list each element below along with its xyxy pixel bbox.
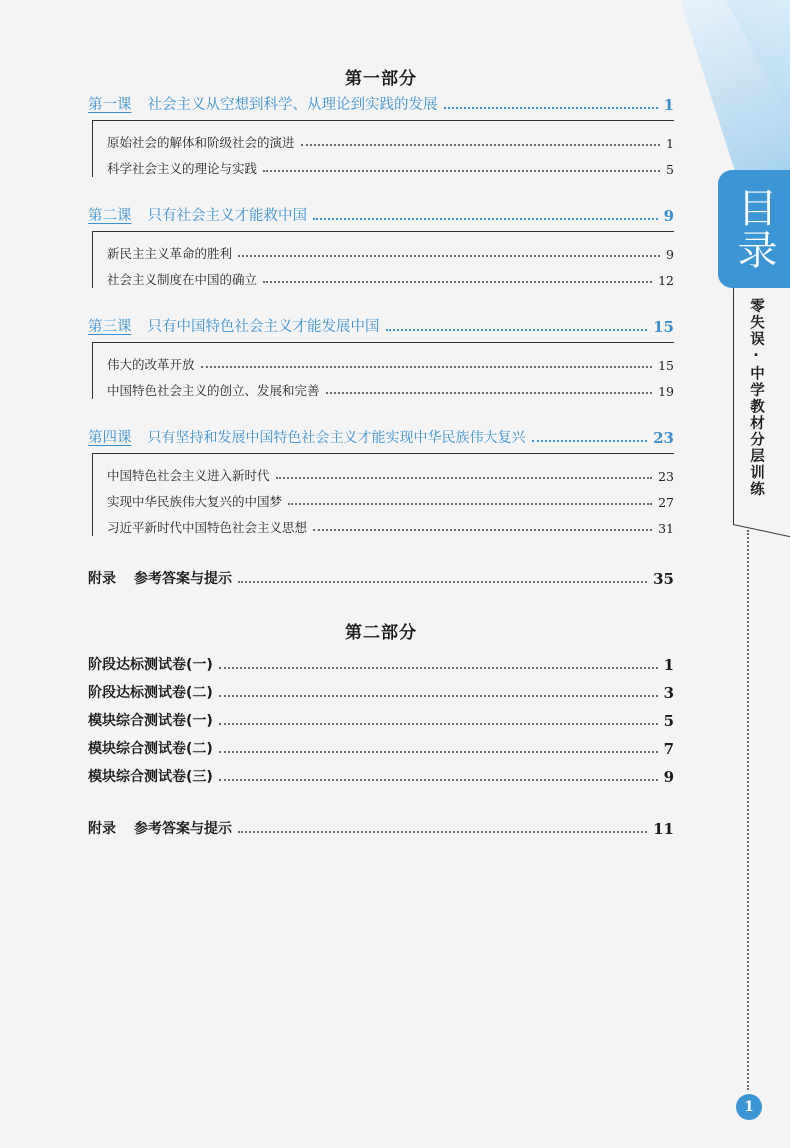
subsection-title: 社会主义制度在中国的确立 — [107, 272, 258, 287]
dot-leader — [238, 255, 660, 257]
subsection-page: 12 — [658, 273, 674, 288]
subsection-item[interactable] — [107, 151, 674, 177]
dot-leader — [313, 218, 658, 220]
side-dotted-line — [747, 530, 749, 1090]
test-row[interactable] — [88, 674, 674, 702]
dot-leader — [276, 477, 653, 479]
subsection-page: 9 — [666, 247, 674, 262]
subsection-title: 新民主主义革命的胜利 — [107, 246, 233, 261]
part1-title: 第一部分 — [345, 69, 417, 89]
dot-leader — [288, 503, 652, 505]
subsection-title: 原始社会的解体和阶级社会的演进 — [107, 135, 295, 150]
test-page: 5 — [663, 712, 674, 730]
subsection-item[interactable] — [107, 484, 674, 510]
subsection-page: 27 — [658, 495, 674, 510]
lesson-title: 社会主义从空想到科学、从理论到实践的发展 — [147, 97, 438, 113]
dot-leader — [219, 779, 658, 781]
part2-appendix-row[interactable] — [88, 810, 674, 838]
lesson-page: 9 — [663, 207, 674, 225]
subsection-item[interactable] — [107, 125, 674, 151]
lesson-3[interactable] — [88, 314, 674, 399]
subsection-item[interactable] — [107, 458, 674, 484]
dot-leader — [263, 281, 652, 283]
lesson-4[interactable] — [88, 425, 674, 536]
dot-leader — [444, 107, 658, 109]
subsection-page: 1 — [666, 136, 674, 151]
subsection-item[interactable] — [107, 347, 674, 373]
test-row[interactable] — [88, 758, 674, 786]
appendix-label: 附录 参考答案与提示 — [88, 571, 232, 587]
dot-leader — [532, 440, 648, 442]
test-row[interactable] — [88, 730, 674, 758]
lesson-page: 15 — [653, 318, 674, 336]
subsection-list — [92, 342, 674, 399]
dot-leader — [263, 170, 660, 172]
page-number-badge: 1 — [736, 1094, 762, 1120]
appendix-page: 11 — [653, 820, 674, 838]
appendix-page: 35 — [653, 570, 674, 588]
subsection-list — [92, 453, 674, 536]
dot-leader — [201, 366, 653, 368]
test-title: 模块综合测试卷(二) — [88, 741, 213, 757]
lesson-page: 23 — [653, 429, 674, 447]
dot-leader — [219, 751, 658, 753]
lesson-2[interactable] — [88, 203, 674, 288]
test-page: 3 — [663, 684, 674, 702]
subsection-title: 科学社会主义的理论与实践 — [107, 161, 258, 176]
dot-leader — [238, 581, 647, 583]
series-name: 零失误·中学教材分层训练 — [748, 298, 764, 498]
subsection-page: 23 — [658, 469, 674, 484]
lesson-title: 只有坚持和发展中国特色社会主义才能实现中华民族伟大复兴 — [147, 430, 526, 446]
test-page: 7 — [663, 740, 674, 758]
test-page: 9 — [663, 768, 674, 786]
lesson-heading[interactable] — [88, 203, 674, 225]
subsection-page: 15 — [658, 358, 674, 373]
part1-appendix-row[interactable] — [88, 560, 674, 588]
lesson-title: 只有社会主义才能救中国 — [147, 208, 307, 224]
subsection-page: 31 — [658, 521, 674, 536]
subsection-page: 5 — [666, 162, 674, 177]
subsection-title: 中国特色社会主义进入新时代 — [107, 468, 270, 483]
subsection-title: 习近平新时代中国特色社会主义思想 — [107, 520, 308, 535]
lesson-number: 第四课 — [88, 430, 132, 446]
toc-tab-title: 目录 — [731, 187, 777, 271]
subsection-title: 实现中华民族伟大复兴的中国梦 — [107, 494, 283, 509]
toc-content — [88, 60, 674, 838]
subsection-item[interactable] — [107, 262, 674, 288]
lesson-number: 第三课 — [88, 319, 132, 335]
lesson-heading[interactable] — [88, 92, 674, 114]
toc-tab — [718, 170, 790, 288]
lesson-1[interactable] — [88, 92, 674, 177]
dot-leader — [219, 723, 658, 725]
test-title: 模块综合测试卷(一) — [88, 713, 213, 729]
test-row[interactable] — [88, 646, 674, 674]
subsection-item[interactable] — [107, 236, 674, 262]
subsection-item[interactable] — [107, 373, 674, 399]
dot-leader — [219, 695, 658, 697]
test-title: 阶段达标测试卷(二) — [88, 685, 213, 701]
dot-leader — [313, 529, 652, 531]
lesson-page: 1 — [663, 96, 674, 114]
dot-leader — [301, 144, 661, 146]
lesson-title: 只有中国特色社会主义才能发展中国 — [147, 319, 380, 335]
test-title: 阶段达标测试卷(一) — [88, 657, 213, 673]
subsection-title: 伟大的改革开放 — [107, 357, 195, 372]
dot-leader — [326, 392, 653, 394]
subsection-item[interactable] — [107, 510, 674, 536]
dot-leader — [238, 831, 647, 833]
lesson-heading[interactable] — [88, 425, 674, 447]
test-page: 1 — [663, 656, 674, 674]
dot-leader — [219, 667, 658, 669]
test-row[interactable] — [88, 702, 674, 730]
lesson-number: 第二课 — [88, 208, 132, 224]
subsection-list — [92, 120, 674, 177]
part2-title: 第二部分 — [345, 623, 417, 643]
appendix-label: 附录 参考答案与提示 — [88, 821, 232, 837]
lesson-number: 第一课 — [88, 97, 132, 113]
subsection-page: 19 — [658, 384, 674, 399]
lesson-heading[interactable] — [88, 314, 674, 336]
subsection-list — [92, 231, 674, 288]
test-title: 模块综合测试卷(三) — [88, 769, 213, 785]
subsection-title: 中国特色社会主义的创立、发展和完善 — [107, 383, 320, 398]
dot-leader — [386, 329, 648, 331]
